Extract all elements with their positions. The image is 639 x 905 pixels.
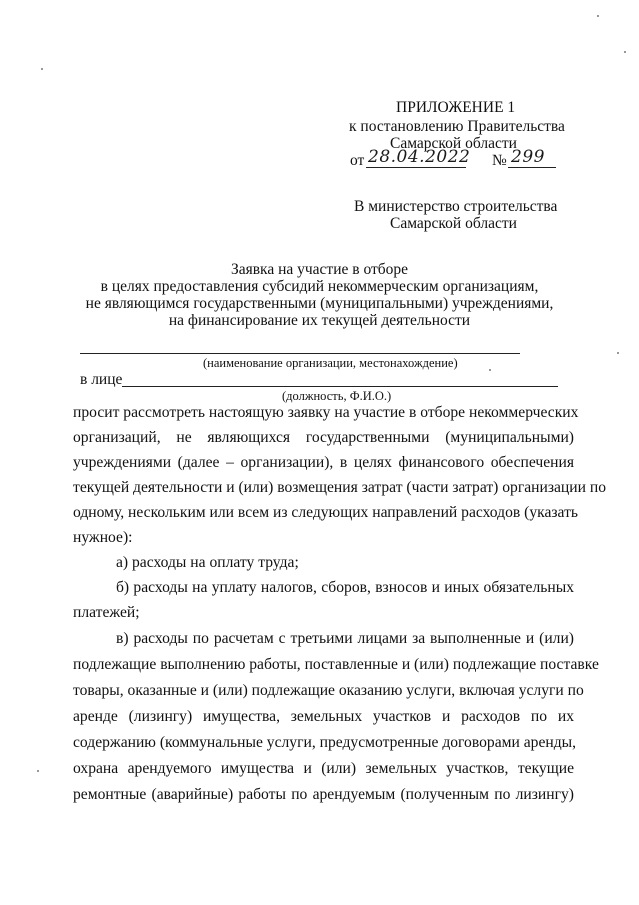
- body-intro-line: нужное):: [73, 529, 133, 546]
- scan-speck: [37, 770, 39, 772]
- application-subtitle-1: в целях предоставления субсидий некоммерческим организациям,: [100, 278, 539, 295]
- body-intro-line: просит рассмотреть настоящую заявку на участие в отборе некоммерческих: [73, 404, 579, 421]
- appendix-decree-line: к постановлению Правительства: [349, 118, 565, 135]
- scan-speck: [624, 51, 626, 53]
- expense-item-c-line: содержанию (коммунальные услуги, предусмотренные договорами аренды,: [73, 734, 577, 751]
- application-subtitle-3: на финансирование их текущей деятельности: [168, 312, 471, 329]
- scan-speck: [489, 369, 491, 371]
- number-prefix: №: [492, 152, 507, 169]
- scan-speck: [617, 352, 619, 354]
- organization-field-line: [80, 353, 520, 354]
- body-intro-line: одному, нескольким или всем из следующих направлений расходов (указать: [73, 504, 578, 521]
- date-prefix: от: [350, 152, 365, 169]
- scan-speck: [597, 15, 599, 17]
- representative-field-caption: (должность, Ф.И.О.): [282, 389, 392, 403]
- appendix-region-line: Самарской области: [390, 135, 517, 152]
- expense-item-c-line: в) расходы по расчетам с третьими лицами за выполненные и (или): [116, 630, 574, 647]
- expense-item-c-line: охрана арендуемого имущества и (или) земельных участков, текущие: [73, 760, 574, 777]
- handwritten-date: 28.04.2022: [368, 147, 471, 167]
- representative-prefix: в лице: [80, 371, 123, 388]
- organization-field-caption: (наименование организации, местонахождение): [203, 356, 458, 370]
- expense-item-c-line: аренде (лизингу) имущества, земельных участков и расходов по их: [73, 708, 574, 725]
- representative-field-line: [122, 386, 558, 387]
- body-intro-line: организаций, не являющихся государственными (муниципальными): [73, 429, 574, 446]
- body-intro-line: учреждениями (далее – организации), в целях финансового обеспечения: [73, 454, 574, 471]
- expense-item-a: а) расходы на оплату труда;: [116, 554, 299, 571]
- expense-item-b-line: платежей;: [73, 604, 140, 621]
- addressee-ministry: В министерство строительства: [354, 198, 558, 215]
- addressee-region: Самарской области: [390, 215, 517, 232]
- expense-item-c-line: подлежащие выполнению работы, поставленные и (или) подлежащие поставке: [73, 656, 599, 673]
- expense-item-c-line: ремонтные (аварийные) работы по арендуемым (полученным по лизингу): [73, 786, 574, 803]
- appendix-title: ПРИЛОЖЕНИЕ 1: [396, 99, 516, 116]
- body-intro-line: текущей деятельности и (или) возмещения затрат (части затрат) организации по: [73, 479, 607, 496]
- expense-item-c-line: товары, оказанные и (или) подлежащие оказанию услуги, включая услуги по: [73, 682, 584, 699]
- number-underline: [508, 167, 556, 168]
- scan-speck: [41, 68, 43, 70]
- application-subtitle-2: не являющимся государственными (муниципальными) учреждениями,: [85, 295, 554, 312]
- date-underline: [366, 167, 466, 168]
- expense-item-b-line: б) расходы на уплату налогов, сборов, взносов и иных обязательных: [116, 579, 574, 596]
- handwritten-number: 299: [511, 147, 545, 167]
- application-title: Заявка на участие в отборе: [230, 261, 409, 278]
